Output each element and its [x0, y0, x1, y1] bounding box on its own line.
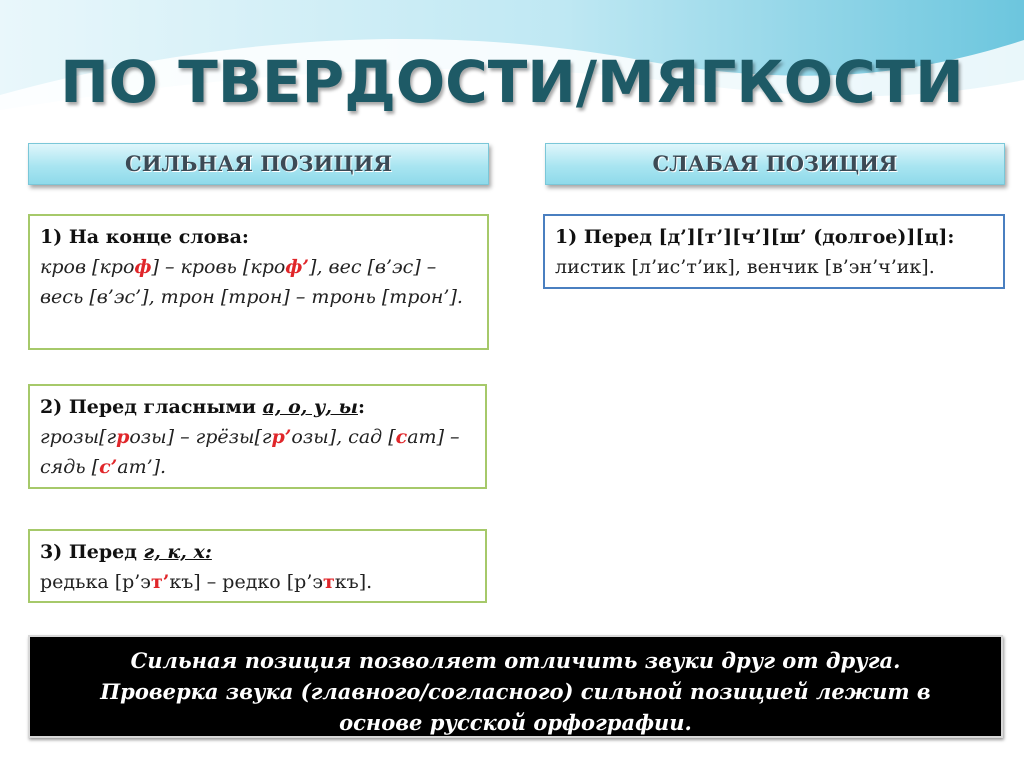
weak-rule-card-1: [543, 214, 1005, 289]
strong-position-header: СИЛЬНАЯ ПОЗИЦИЯ: [28, 143, 489, 185]
example-text: грозы[г: [40, 426, 117, 448]
heading-text: 3) Перед: [40, 541, 144, 563]
strong-rule-card-1: [28, 214, 489, 350]
rule-examples: [40, 567, 475, 597]
highlighted-sound: т’: [150, 571, 170, 593]
highlighted-sound: р’: [271, 426, 292, 448]
rule-examples: [40, 422, 475, 482]
strong-rule-card-2: [28, 384, 487, 489]
example-text: ], вес [в’эс] – весь [в’эс’], трон [трон] – тронь [трон’].: [40, 256, 463, 308]
strong-rule-card-3: [28, 529, 487, 603]
highlighted-sound: с’: [99, 456, 118, 478]
rule-heading: [40, 537, 475, 567]
page-title: ПО ТВЕРДОСТИ/МЯГКОСТИ: [60, 48, 964, 116]
rule-heading: [40, 392, 475, 422]
example-text: озы] – грёзы[г: [129, 426, 272, 448]
highlighted-sound: р: [116, 426, 130, 448]
example-text: ат] – сядь [: [40, 426, 460, 478]
rule-heading: 1) На конце слова:: [40, 226, 249, 248]
example-text: ] – кровь [кро: [151, 256, 286, 278]
highlighted-sound: т: [323, 571, 335, 593]
example-text: ат’].: [117, 456, 167, 478]
heading-letters: а, о, у, ы: [262, 396, 358, 418]
highlighted-sound: ф: [134, 256, 152, 278]
summary-note: Сильная позиция позволяет отличить звуки друг от друга. Проверка звука (главного/согласного) сильной позицией лежит в основе русской орфографии.: [28, 635, 1003, 738]
example-text: къ].: [334, 571, 373, 593]
highlighted-sound: с: [395, 426, 408, 448]
highlighted-sound: ф’: [285, 256, 310, 278]
rule-heading: 1) Перед [д’][т’][ч’][ш’ (долгое)][ц]:: [555, 226, 955, 248]
heading-colon: :: [357, 396, 365, 418]
rule-examples: [40, 252, 477, 312]
example-text: кров [кро: [40, 256, 135, 278]
heading-letters: г, к, х:: [143, 541, 212, 563]
example-text: редька [р’э: [40, 571, 151, 593]
heading-text: 2) Перед гласными: [40, 396, 263, 418]
rule-examples: листик [л’ис’т’ик], венчик [в’эн’ч’ик].: [555, 256, 935, 278]
weak-position-header: СЛАБАЯ ПОЗИЦИЯ: [545, 143, 1005, 185]
example-text: къ] – редко [р’э: [169, 571, 324, 593]
example-text: озы], сад [: [291, 426, 396, 448]
